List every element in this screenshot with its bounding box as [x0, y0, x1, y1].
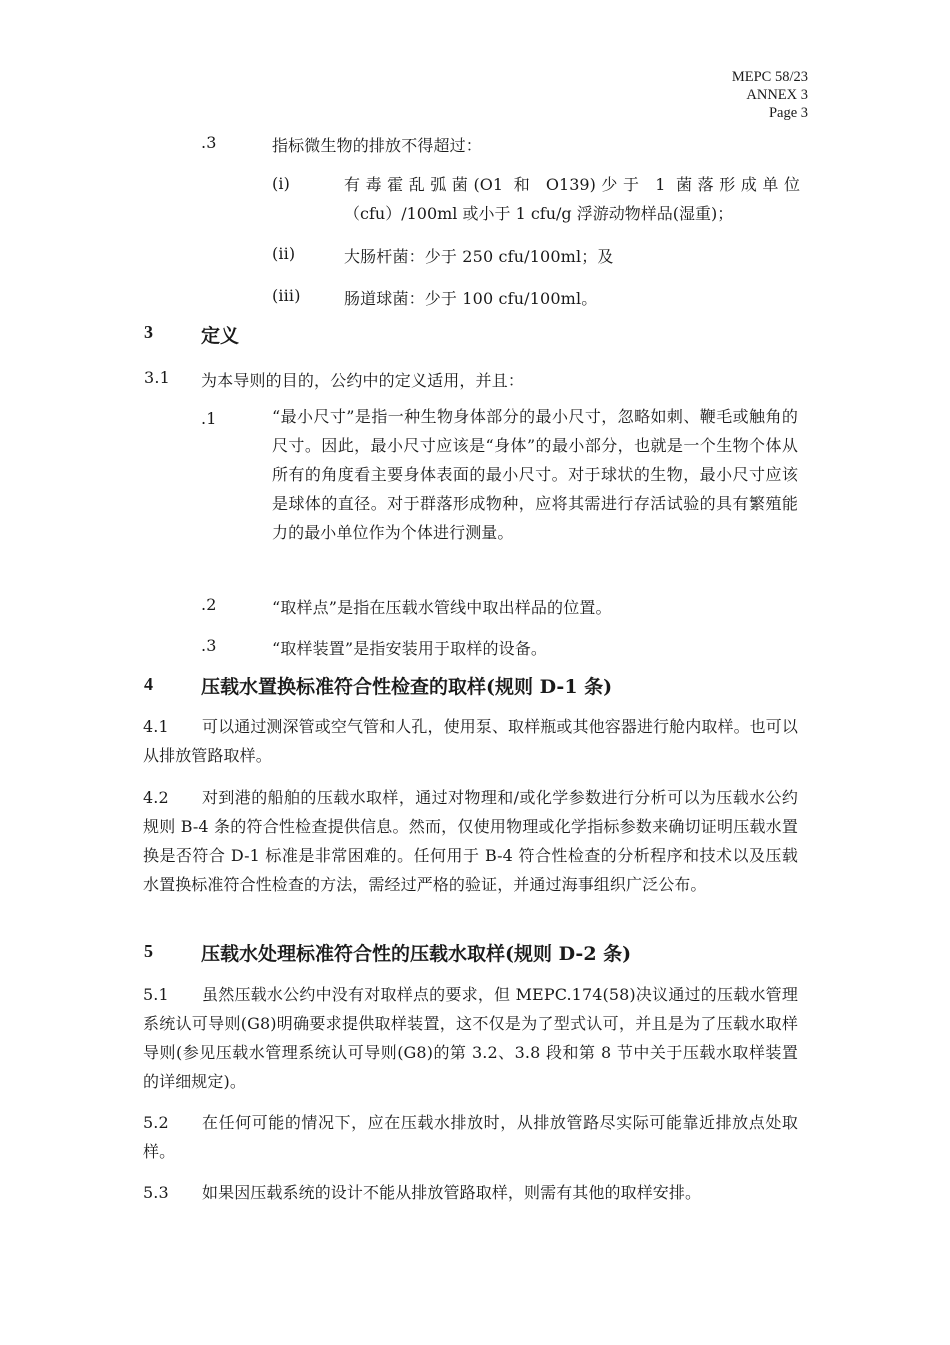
paragraph-text: 对到港的船舶的压载水取样，通过对物理和/或化学参数进行分析可以为压载水公约规则 B-4 条的符合性检查提供信息。然而，仅使用物理或化学指标参数来确切证明压载水置换是否符合 D-1 标准是非常困难的。任何用于 B-4 符合性检查的分析程序和技术以及压载水置换标准符合性检查的方法，需经过严格的验证，并通过海事组织广泛公布。 — [143, 788, 798, 894]
paragraph-number: 4.1 — [143, 717, 169, 736]
paragraph — [143, 980, 798, 1096]
sub-item-text: 有毒霍乱弧菌(O1 和 O139)少于 1 菌落形成单位（cfu）/100ml 或小于 1 cfu/g 浮游动物样品(湿重)； — [344, 175, 800, 223]
paragraph — [143, 1178, 798, 1207]
sub-item-number: (iii) — [272, 286, 301, 305]
paragraph-text: 在任何可能的情况下，应在压载水排放时，从排放管路尽实际可能靠近排放点处取样。 — [143, 1113, 798, 1161]
paragraph-number: 5.3 — [143, 1183, 169, 1202]
sub-item-text: 肠道球菌：少于 100 cfu/100ml。 — [344, 289, 598, 308]
definition-text: “取样装置”是指安装用于取样的设备。 — [272, 639, 548, 658]
paragraph-number: 5.2 — [143, 1113, 169, 1132]
section-title: 压载水处理标准符合性的压载水取样(规则 D-2 条) — [201, 943, 632, 965]
sub-item-number: (i) — [272, 174, 291, 193]
paragraph-text: 为本导则的目的，公约中的定义适用，并且： — [201, 371, 525, 390]
section-number: 5 — [144, 941, 153, 961]
annex-label: ANNEX 3 — [746, 87, 808, 103]
section-number: 4 — [144, 674, 153, 694]
definition-number: .1 — [201, 409, 217, 428]
paragraph-text: 可以通过测深管或空气管和人孔，使用泵、取样瓶或其他容器进行舱内取样。也可以从排放管路取样。 — [143, 717, 798, 765]
section-number: 3 — [144, 322, 153, 342]
paragraph-number: 5.1 — [143, 985, 169, 1004]
section-title: 压载水置换标准符合性检查的取样(规则 D-1 条) — [201, 676, 613, 698]
item-number: .3 — [201, 133, 217, 152]
paragraph — [143, 1108, 798, 1166]
paragraph — [143, 712, 798, 770]
paragraph-number: 4.2 — [143, 788, 169, 807]
item-text: 指标微生物的排放不得超过： — [272, 136, 482, 155]
definition-text: “取样点”是指在压载水管线中取出样品的位置。 — [272, 598, 612, 617]
paragraph-text: 虽然压载水公约中没有对取样点的要求，但 MEPC.174(58)决议通过的压载水管理系统认可导则(G8)明确要求提供取样装置，这不仅是为了型式认可，并且是为了压载水取样导则(参见压载水管理系统认可导则(G8)的第 3.2、3.8 段和第 8 节中关于压载水取样装置的详细规定)。 — [143, 985, 798, 1091]
definition-number: .3 — [201, 636, 217, 655]
definition-text: “最小尺寸”是指一种生物身体部分的最小尺寸，忽略如刺、鞭毛或触角的尺寸。因此，最小尺寸应该是“身体”的最小部分，也就是一个生物个体从所有的角度看主要身体表面的最小尺寸。对于球状的生物，最小尺寸应该是球体的直径。对于群落形成物种，应将其需进行存活试验的具有繁殖能力的最小单位作为个体进行测量。 — [272, 407, 798, 542]
page-number: Page 3 — [768, 105, 808, 121]
sub-item-number: (ii) — [272, 244, 296, 263]
doc-code: MEPC 58/23 — [731, 69, 808, 85]
sub-item-text: 大肠杆菌：少于 250 cfu/100ml；及 — [344, 247, 614, 266]
paragraph — [143, 783, 798, 899]
page-header — [732, 68, 808, 122]
paragraph-number: 3.1 — [144, 368, 170, 387]
section-title: 定义 — [201, 325, 240, 347]
paragraph-text: 如果因压载系统的设计不能从排放管路取样，则需有其他的取样安排。 — [202, 1183, 702, 1202]
definition-number: .2 — [201, 595, 217, 614]
